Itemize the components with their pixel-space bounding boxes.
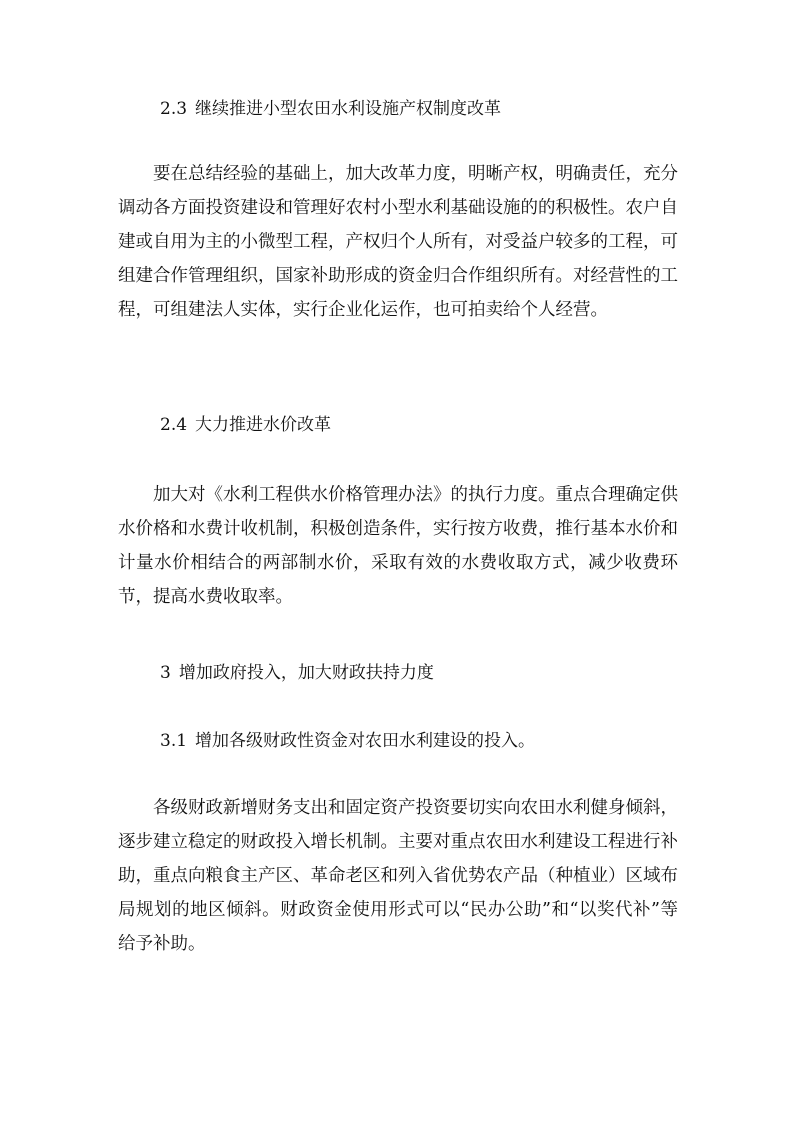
section-number: 2.3 xyxy=(160,99,188,119)
section-paragraph: 加大对《水利工程供水价格管理办法》的执行力度。重点合理确定供水价格和水费计收机制，积极创造条件，实行按方收费，推行基本水价和计量水价相结合的两部制水价，采取有效的水费收取方式，减少收费环节，提高水费收取率。 xyxy=(118,485,678,607)
section-title: 大力推进水价改革 xyxy=(195,415,332,435)
section-number: 2.4 xyxy=(160,415,188,435)
section-paragraph: 各级财政新增财务支出和固定资产投资要切实向农田水利健身倾斜，逐步建立稳定的财政投入增长机制。主要对重点农田水利建设工程进行补助，重点向粮食主产区、革命老区和列入省优势农产品（种植业）区域布局规划的地区倾斜。财政资金使用形式可以“民办公助”和“以奖代补”等给予补助。 xyxy=(118,798,678,954)
section-heading-3 xyxy=(160,661,434,685)
section-title: 继续推进小型农田水利设施产权制度改革 xyxy=(195,99,502,119)
section-number: 3.1 xyxy=(160,731,188,751)
section-title: 增加各级财政性资金对农田水利建设的投入。 xyxy=(195,731,536,751)
section-heading-2-3 xyxy=(160,97,501,121)
section-heading-3-1 xyxy=(160,729,535,753)
section-heading-2-4 xyxy=(160,413,331,437)
section-title: 增加政府投入，加大财政扶持力度 xyxy=(178,663,434,683)
section-number: 3 xyxy=(160,663,171,683)
section-paragraph: 要在总结经验的基础上，加大改革力度，明晰产权，明确责任，充分调动各方面投资建设和管理好农村小型水利基础设施的的积极性。农户自建或自用为主的小微型工程，产权归个人所有，对受益户较多的工程，可组建合作管理组织，国家补助形成的资金归合作组织所有。对经营性的工程，可组建法人实体，实行企业化运作，也可拍卖给个人经营。 xyxy=(118,164,678,320)
